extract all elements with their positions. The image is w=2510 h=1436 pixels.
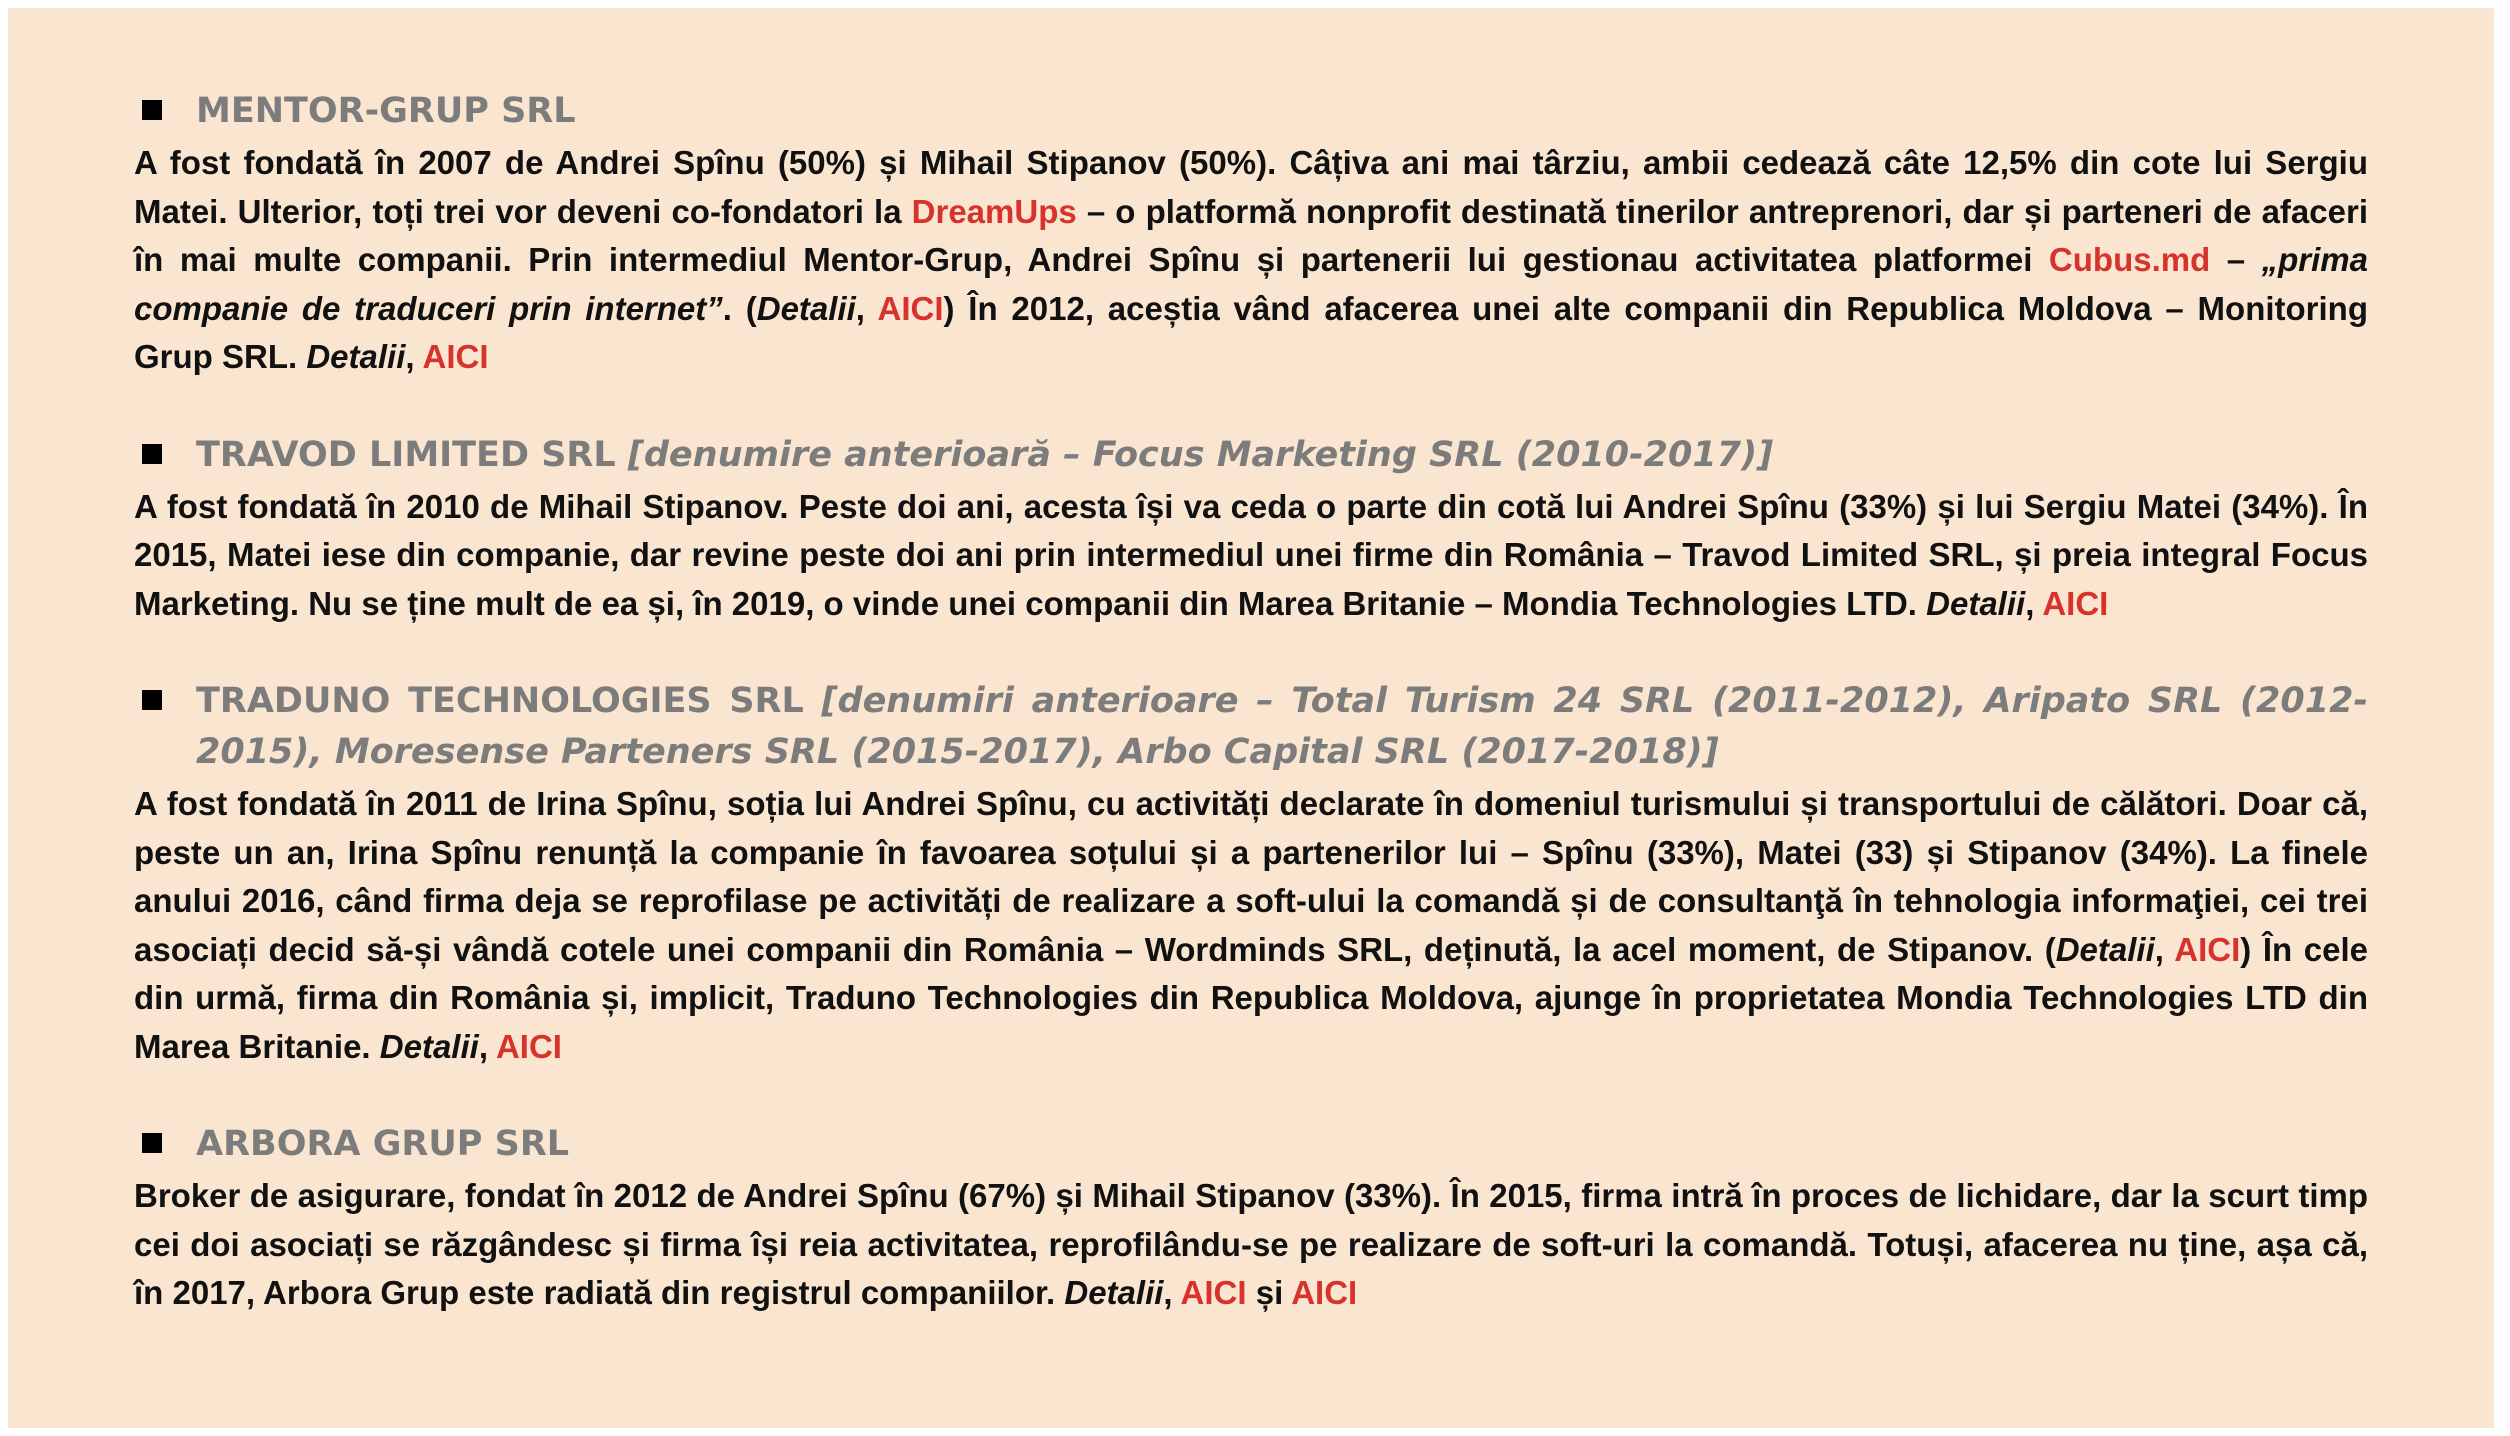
company-heading: [134, 1119, 2368, 1170]
square-bullet-icon: [142, 690, 162, 710]
description-text: A fost fondată în 2010 de Mihail Stipanov. Peste doi ani, acesta își va ceda o parte din cotă lui Andrei Spînu (33%) și lui Sergiu Matei (34%). În 2015, Matei iese din companie, dar revine peste doi ani prin intermediul unei firme din România – Travod Limited SRL, și preia integral Focus Marketing. Nu se ține mult de ea și, în 2019, o vinde unei companii din Marea Britanie – Mondia Technologies LTD.: [134, 487, 2368, 622]
aici-link[interactable]: AICI: [1291, 1274, 1358, 1311]
detalii-label: Detalii: [1926, 584, 2026, 622]
company-name: TRAVOD LIMITED SRL: [196, 434, 616, 475]
separator: ,: [478, 1027, 496, 1065]
separator: ,: [405, 338, 423, 375]
detalii-label: Detalii: [379, 1027, 479, 1065]
company-section-arbora-grup: [134, 1119, 2368, 1318]
detalii-label: Detalii: [2055, 930, 2155, 968]
description-text: – o platformă nonprofit destinată tinerilor antreprenori, dar și parteneri de afaceri în mai multe companii. Prin intermediul Mentor-Grup, Andrei Spînu și partenerii lui gestionau activitatea platformei: [134, 192, 2368, 278]
separator: ,: [1163, 1274, 1181, 1311]
dreamups-link[interactable]: DreamUps: [911, 192, 1077, 230]
aici-link[interactable]: AICI: [495, 1027, 562, 1065]
square-bullet-icon: [142, 1133, 162, 1153]
aici-link[interactable]: AICI: [2042, 584, 2109, 622]
company-section-mentor-grup: [134, 86, 2368, 382]
company-heading: [134, 430, 2368, 481]
separator: ,: [2154, 930, 2175, 968]
company-description: [134, 139, 2368, 382]
conjunction: și: [1246, 1274, 1292, 1311]
content-panel: [8, 8, 2494, 1428]
company-name: ARBORA GRUP SRL: [196, 1124, 570, 1164]
cubus-link[interactable]: Cubus.md: [2048, 241, 2211, 278]
description-text: A fost fondată în 2007 de Andrei Spînu (50%) și Mihail Stipanov (50%). Câțiva ani mai târziu, ambii cedează câte 12,5% din cote lui Sergiu Matei. Ulterior, toți trei vor deveni co-fondatori la: [134, 144, 2368, 230]
aici-link[interactable]: AICI: [877, 289, 944, 327]
company-description: [134, 483, 2368, 629]
company-name: MENTOR-GRUP SRL: [196, 91, 576, 131]
aici-link[interactable]: AICI: [2174, 930, 2241, 968]
company-description: [134, 1172, 2368, 1318]
aici-link[interactable]: AICI: [422, 338, 489, 375]
company-section-traduno-technologies: [134, 676, 2368, 1071]
description-text: ) În 2012, aceștia vând afacerea unei alte companii din Republica Moldova – Monitoring Grup SRL.: [134, 289, 2368, 375]
company-description: [134, 780, 2368, 1071]
company-name: TRADUNO TECHNOLOGIES SRL: [196, 681, 804, 721]
description-text: A fost fondată în 2011 de Irina Spînu, soția lui Andrei Spînu, cu activități declarate în domeniul turismului și transportului de călători. Doar că, peste un an, Irina Spînu renunță la companie în favoarea soțului și a partenerilor lui – Spînu (33%), Matei (33) și Stipanov (34%). La finele anului 2016, când firma deja se reprofilase pe activități de realizare a soft-ului la comandă și de consultanţă în tehnologia informaţiei, cei trei asociați decid să-și vândă cotele unei companii din România – Wordminds SRL, deținută, la acel moment, de Stipanov. (: [134, 785, 2368, 968]
separator: ,: [855, 289, 878, 327]
square-bullet-icon: [142, 444, 162, 464]
detalii-label: Detalii: [756, 289, 856, 327]
separator: ,: [2025, 584, 2043, 622]
detalii-label: Detalii: [1064, 1274, 1164, 1311]
square-bullet-icon: [142, 100, 162, 120]
description-text: –: [2210, 241, 2262, 278]
company-section-travod-limited: [134, 430, 2368, 629]
description-text: ) În cele din urmă, firma din România și, implicit, Traduno Technologies din Republica Moldova, ajunge în proprietatea Mondia Technologies LTD din Marea Britanie.: [134, 930, 2368, 1065]
aici-link[interactable]: AICI: [1180, 1274, 1247, 1311]
detalii-label: Detalii: [306, 338, 406, 375]
description-text: Broker de asigurare, fondat în 2012 de Andrei Spînu (67%) și Mihail Stipanov (33%). În 2015, firma intră în proces de lichidare, dar la scurt timp cei doi asociați se răzgândesc și firma își reia activitatea, reprofilându-se pe realizare de soft-uri la comandă. Totuși, afacerea nu ține, așa că, în 2017, Arbora Grup este radiată din registrul companiilor.: [134, 1177, 2368, 1311]
company-heading: [134, 86, 2368, 137]
quote-text: „prima companie de traduceri prin internet”: [134, 241, 2368, 327]
description-text: . (: [722, 289, 757, 327]
former-names: [denumiri anterioare – Total Turism 24 SRL (2011-2012), Aripato SRL (2012-2015), Moresense Parteners SRL (2015-2017), Arbo Capital SRL (2017-2018)]: [196, 681, 2368, 772]
company-heading: [134, 676, 2368, 778]
former-names: [denumire anterioară – Focus Marketing SRL (2010-2017)]: [627, 434, 1774, 475]
